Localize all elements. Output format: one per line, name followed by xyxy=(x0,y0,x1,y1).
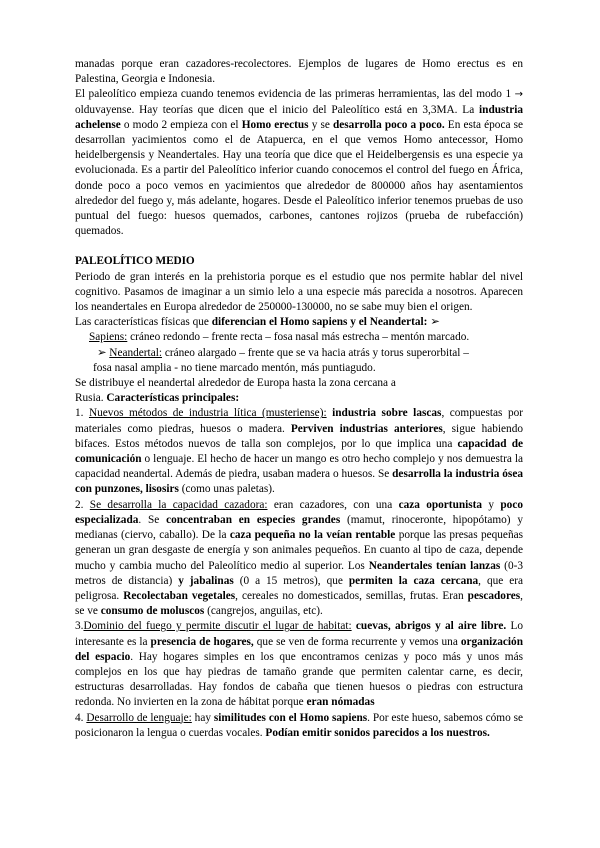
numbered-item-1 xyxy=(75,406,523,497)
arrow-bullet-icon: ➢ xyxy=(427,316,440,329)
text-run: o lenguaje. El hecho de hacer un mango es otro hecho complejo y nos demuestra la capacidad neandertal. Además de piedra, usaban madera o huesos. Se xyxy=(75,453,523,481)
paragraph-intro: manadas porque eran cazadores-recolectores. Ejemplos de lugares de Homo erectus es en Palestina, Georgia e Indonesia. xyxy=(75,58,523,86)
bold-run: y jabalinas xyxy=(178,574,234,587)
bold-run: desarrolla poco a poco. xyxy=(332,118,445,131)
section-heading: PALEOLÍTICO MEDIO xyxy=(75,255,195,268)
underlined-label: Neandertal: xyxy=(109,346,162,359)
bold-run: poco especializada xyxy=(75,498,523,526)
text-run: El paleolítico empieza cuando tenemos evidencia de las primeras herramientas, las del modo 1 xyxy=(75,88,515,101)
text-run: o modo 2 empieza con el xyxy=(120,118,242,131)
bold-run: eran nómadas xyxy=(306,696,375,709)
bold-run: Perviven industrias anteriores xyxy=(290,422,443,435)
text-run: , sigue habiendo bifaces. Estos métodos nuevos de talla son complejos, por lo que implica una xyxy=(75,422,523,450)
bold-run: organización del espacio xyxy=(75,635,523,663)
text-run: cráneo redondo – frente recta – fosa nasal más estrecha – mentón marcado. xyxy=(127,331,470,344)
bold-run: permiten la caza cercana xyxy=(348,574,479,587)
list-item-sapiens xyxy=(75,330,523,345)
text-run: , cereales no domesticados, semillas, frutas. Eran xyxy=(235,589,468,602)
bold-run: industria achelense xyxy=(75,103,523,131)
numbered-item-2 xyxy=(75,498,523,620)
paragraph-caracteristicas-fisicas xyxy=(75,315,523,330)
bold-run: caza oportunista xyxy=(398,498,483,511)
bold-run: Neandertales tenían lanzas xyxy=(368,559,501,572)
text-run: , que era peligrosa. xyxy=(75,574,524,602)
arrow-right-icon: → xyxy=(514,89,523,101)
text-run: (0 a 15 metros), que xyxy=(233,574,349,587)
text-run: hay xyxy=(191,711,214,724)
item-number: 4. xyxy=(75,711,87,724)
bold-run: pescadores xyxy=(467,589,521,602)
numbered-item-3 xyxy=(75,619,523,710)
text-run: (mamut, rinoceronte, hipopótamo) y medianas (ciervo, caballo). De la xyxy=(75,513,523,542)
item-number: 2. xyxy=(75,498,90,511)
paragraph-periodo: Periodo de gran interés en la prehistoria porque es el estudio que nos permite hablar del nivel cognitivo. Pasamos de imaginar a un simio lelo a una especie más parecida a nosotros. Aparecen los neandertales en Europa alrededor de 250000-130000, no se sabe muy bien el origen. xyxy=(75,270,523,314)
bold-run: Podían emitir sonidos parecidos a los nuestros. xyxy=(265,726,490,739)
underlined-label: Se desarrolla la capacidad cazadora: xyxy=(89,498,268,511)
underlined-label: Desarrollo de lenguaje: xyxy=(86,711,192,724)
underlined-label: Sapiens: xyxy=(89,331,128,344)
text-run: En esta época se desarrollan yacimientos como el de Atapuerca, en el que vemos Homo antecessor, Homo heidelbergensis y Neandertales. Hay una teoría que dice que el Heidelbergensis es una especie ya evolucionada. Es a partir del Paleolítico inferior cuando conocemos el control del fuego en África, donde poco a poco vemos en yacimientos que alrededor de 800000 años hay asentamientos alrededor del fuego y, más adelante, hogares. Desde el Paleolítico inferior tenemos pruebas de uso puntual del fuego: huesos quemados, carbones, cantones rojizos (prueba de rubefacción) quemados. xyxy=(75,118,523,238)
paragraph-paleolithic-start xyxy=(75,87,523,239)
text-run: Lo interesante es la xyxy=(75,620,523,648)
bold-run: capacidad de comunicación xyxy=(75,437,523,466)
text-run: . Se xyxy=(138,513,167,526)
bold-run: Características principales: xyxy=(106,392,240,405)
item-number: 1. xyxy=(75,407,89,420)
text-run: eran cazadores, con una xyxy=(267,498,399,511)
numbered-item-4 xyxy=(75,711,523,741)
bold-run: industria sobre lascas xyxy=(332,407,442,420)
bold-run: concentraban en especies grandes xyxy=(166,513,341,526)
text-run: y xyxy=(482,498,501,511)
text-run: (cangrejos, anguilas, etc). xyxy=(204,605,323,618)
text-run: . Por este hueso, sabemos cómo se posicionaron la lengua o cuerdas vocales. xyxy=(75,711,523,739)
bold-run: Homo erectus xyxy=(241,118,309,131)
text-run: (como unas paletas). xyxy=(178,483,275,496)
bold-run: cuevas, abrigos y al aire libre. xyxy=(355,620,507,633)
bold-run: caza pequeña no la veían rentable xyxy=(229,529,396,542)
bold-run: Recolectaban vegetales xyxy=(123,589,236,602)
text-run: que se ven de forma recurrente y vemos una xyxy=(253,635,461,648)
text-run: , se ve xyxy=(75,589,523,618)
paragraph-caracteristicas-principales xyxy=(75,391,523,406)
list-item-neandertal-continued: fosa nasal amplia - no tiene marcado mentón, más puntiagudo. xyxy=(93,361,376,374)
bold-run: desarrolla la industria ósea con punzones, lisosirs xyxy=(75,468,523,496)
text-run: olduvayense. Hay teorías que dicen que el inicio del Paleolítico está en 3,3MA. La xyxy=(75,103,480,116)
arrow-bullet-icon: ➢ xyxy=(97,346,110,359)
bold-run: similitudes con el Homo sapiens xyxy=(213,711,368,724)
text-run: y se xyxy=(308,118,333,131)
text-run: , compuestas por materiales como piedras, huesos o madera. xyxy=(75,407,524,435)
text-run: Las características físicas que xyxy=(75,316,212,329)
bold-run: presencia de hogares, xyxy=(150,635,254,648)
underlined-label: Dominio del fuego y permite discutir el lugar de habitat: xyxy=(83,620,352,633)
underlined-label: Nuevos métodos de industria lítica (musteriense): xyxy=(88,407,327,420)
text-run: (0-3 metros de distancia) xyxy=(75,559,524,587)
text-run: porque las presas pequeñas generan un gran desgaste de energía y son animales pequeños. En cuanto al tipo de caza, depende mucho y cambia mucho del Paleolítico medio al superior. Los xyxy=(75,529,523,572)
list-item-neandertal xyxy=(75,346,523,361)
paragraph-distribucion: Se distribuye el neandertal alrededor de Europa hasta la zona cercana a xyxy=(75,377,396,390)
bold-run: diferencian el Homo sapiens y el Neandertal: xyxy=(211,316,428,329)
text-run: cráneo alargado – frente que se va hacia atrás y torus superorbital – xyxy=(162,346,469,359)
item-number: 3. xyxy=(75,620,84,633)
bold-run: consumo de moluscos xyxy=(100,605,205,618)
text-run: Rusia. xyxy=(75,392,107,405)
spacer xyxy=(75,239,523,254)
text-run: . Hay hogares simples en los que encontramos cenizas y poco más y unos más complejos en los que hay piedras de tamaño grande que permiten calentar carne, es decir, estructuras desarrolladas. Hay fondos de cabaña que tienen huesos o piedras con estructura redonda. No invierten en la zona de hábitat porque xyxy=(75,650,523,709)
